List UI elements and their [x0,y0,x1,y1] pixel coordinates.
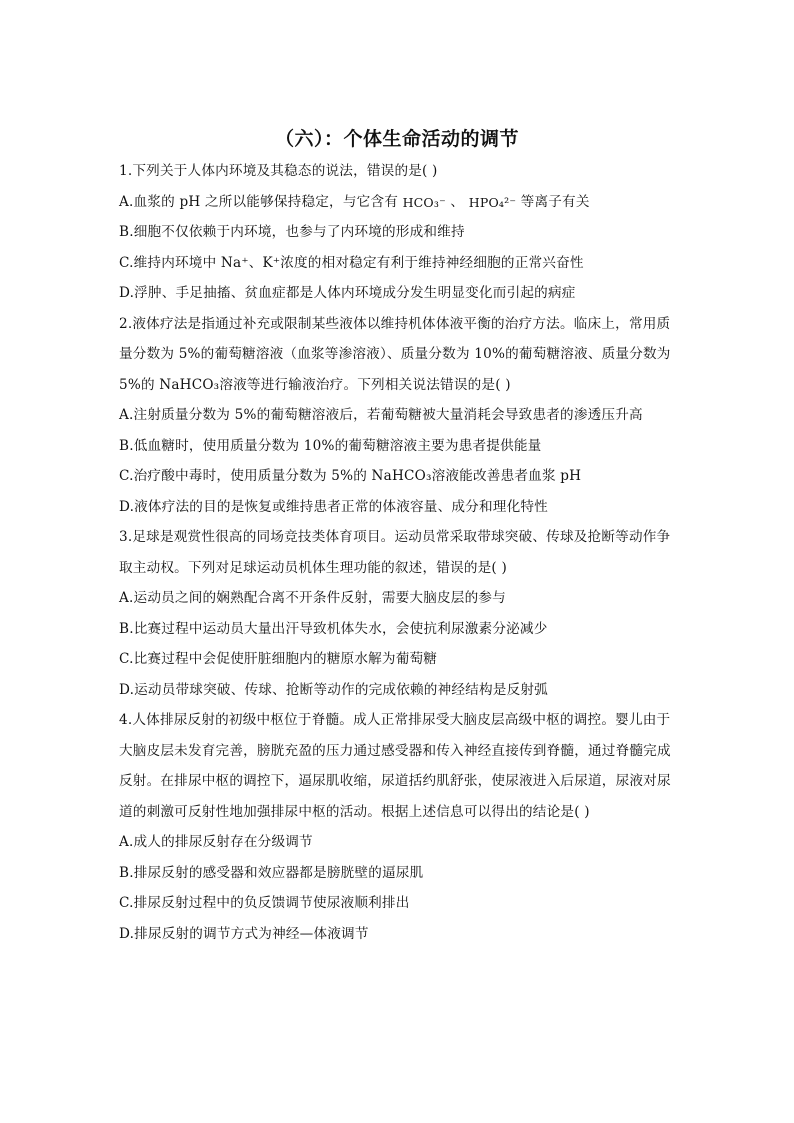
question-4 [119,711,679,943]
question-list [119,162,679,955]
question-3-option-b: B.比赛过程中运动员大量出汗导致机体失水，会使抗利尿激素分泌减少 [119,620,548,637]
question-4-stem-line-2: 大脑皮层未发育完善，膀胱充盈的压力通过感受器和传入神经直接传到脊髓，通过脊髓完成 [119,742,671,759]
question-2-stem-line-3: 5%的 NaHCO₃溶液等进行输液治疗。下列相关说法错误的是( ) [119,376,511,393]
question-3-option-a: A.运动员之间的娴熟配合离不开条件反射，需要大脑皮层的参与 [119,590,506,606]
question-2 [119,315,679,516]
question-1-option-c: C.维持内环境中 Na⁺、K⁺浓度的相对稳定有利于维持神经细胞的正常兴奋性 [119,254,584,271]
question-1-option-a [119,193,679,211]
question-4-option-b: B.排尿反射的感受器和效应器都是膀胱壁的逼尿肌 [119,864,424,881]
question-4-option-c: C.排尿反射过程中的负反馈调节使尿液顺利排出 [119,895,410,911]
question-1-option-b: B.细胞不仅依赖于内环境，也参与了内环境的形成和维持 [119,224,465,240]
option-a-text-start: A.血浆的 pH 之所以能够保持稳定，与它含有 [119,193,399,210]
question-1 [119,162,679,302]
question-2-option-b: B.低血糖时，使用质量分数为 10%的葡萄糖溶液主要为患者提供能量 [119,437,542,454]
question-1-option-d: D.浮肿、手足抽搐、贫血症都是人体内环境成分发生明显变化而引起的病症 [119,285,576,301]
question-2-stem-line-2: 量分数为 5%的葡萄糖溶液（血浆等渗溶液）、质量分数为 10%的葡萄糖溶液、质量分数为 [119,346,671,362]
question-3-stem-line-1: 3.足球是观赏性很高的同场竞技类体育项目。运动员常采取带球突破、传球及抢断等动作争 [119,529,671,545]
question-4-option-d: D.排尿反射的调节方式为神经—体液调节 [119,925,369,942]
question-3-option-d: D.运动员带球突破、传球、抢断等动作的完成依赖的神经结构是反射弧 [119,681,548,698]
question-4-stem-line-1: 4.人体排尿反射的初级中枢位于脊髓。成人正常排尿受大脑皮层高级中枢的调控。婴儿由于 [119,712,671,728]
bicarbonate-formula: HCO₃⁻ [402,194,446,210]
option-a-text-end: 等离子有关 [520,193,590,210]
question-3 [119,528,679,699]
question-4-stem-line-3: 反射。在排尿中枢的调控下，逼尿肌收缩，尿道括约肌舒张，使尿液进入后尿道，尿液对尿 [119,773,671,789]
option-a-separator: 、 [450,193,465,210]
page-title: （六）：个体生命活动的调节 [274,128,519,150]
question-4-option-a: A.成人的排尿反射存在分级调节 [119,834,313,850]
phosphate-formula: HPO₄²⁻ [468,194,517,210]
question-2-option-d: D.液体疗法的目的是恢复或维持患者正常的体液容量、成分和理化特性 [119,498,548,515]
question-1-stem: 1.下列关于人体内环境及其稳态的说法，错误的是( ) [119,163,438,179]
question-4-stem-line-4: 道的刺激可反射性地加强排尿中枢的活动。根据上述信息可以得出的结论是( ) [119,803,590,820]
question-2-option-c: C.治疗酸中毒时，使用质量分数为 5%的 NaHCO₃溶液能改善患者血浆 pH [119,468,582,484]
question-3-option-c: C.比赛过程中会促使肝脏细胞内的糖原水解为葡萄糖 [119,651,438,667]
question-3-stem-line-2: 取主动权。下列对足球运动员机体生理功能的叙述，错误的是( ) [119,559,507,576]
question-2-stem-line-1: 2.液体疗法是指通过补充或限制某些液体以维持机体体液平衡的治疗方法。临床上，常用质 [119,315,671,332]
question-2-option-a: A.注射质量分数为 5%的葡萄糖溶液后，若葡萄糖被大量消耗会导致患者的渗透压升高 [119,407,643,423]
